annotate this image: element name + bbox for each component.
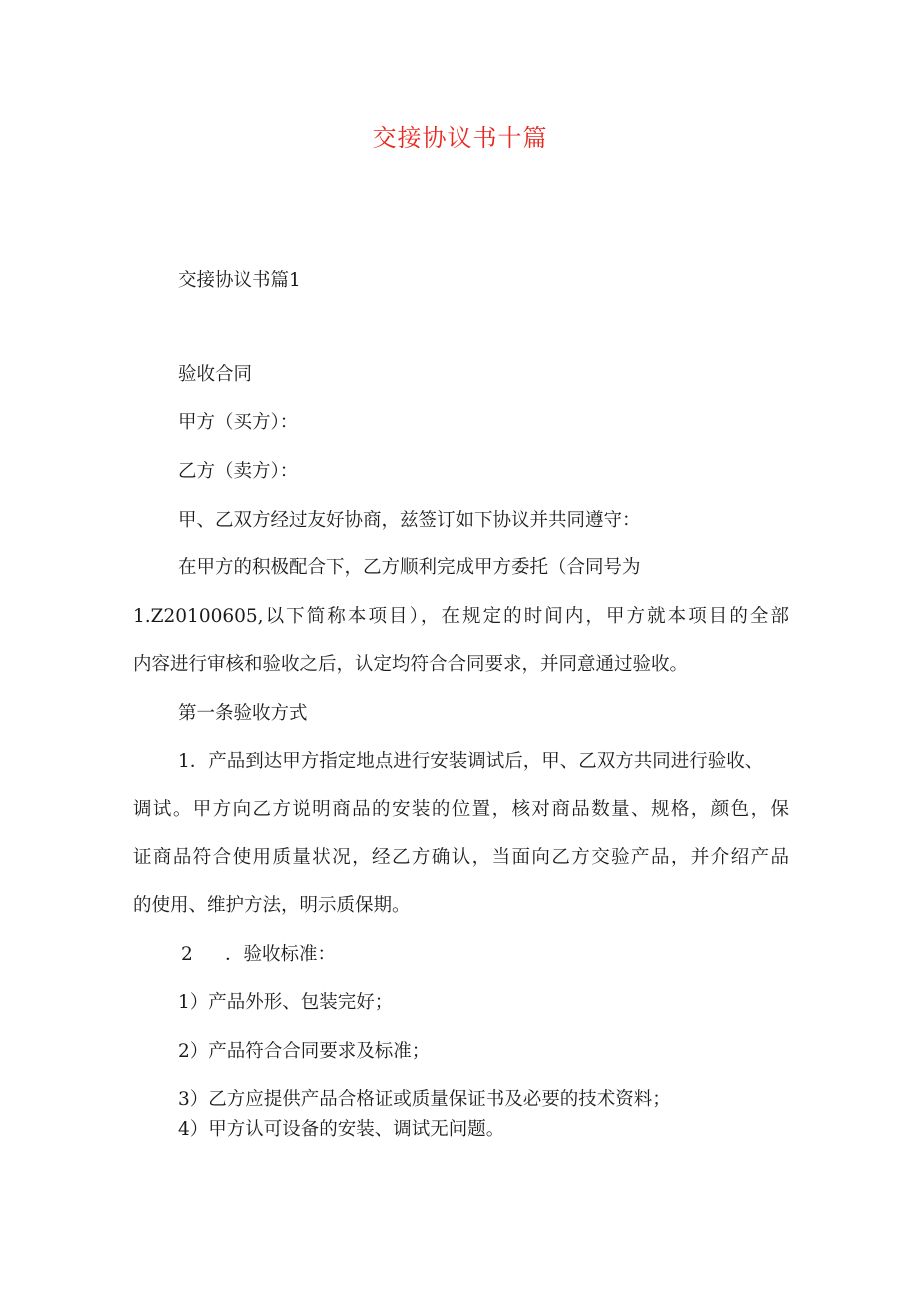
party-b-line: 乙方（卖方）： (178, 461, 299, 482)
criteria-item-4: 4）甲方认可设备的安装、调试无问题。 (178, 1119, 505, 1140)
article-1-heading: 第一条验收方式 (178, 703, 308, 724)
paragraph-1-line-2: 1.Z20100605,以下简称本项目），在规定的时间内，甲方就本项目的全部 (133, 606, 789, 627)
paragraph-1-line-1: 在甲方的积极配合下，乙方顺利完成甲方委托（合同号为 (178, 557, 641, 578)
item-1-line-3: 证商品符合使用质量状况，经乙方确认，当面向乙方交验产品，并介绍产品 (133, 847, 789, 868)
paragraph-1-line-3: 内容进行审核和验收之后，认定均符合合同要求，并同意通过验收。 (133, 654, 689, 675)
item-2-number: 2 (181, 944, 193, 965)
criteria-item-3: 3）乙方应提供产品合格证或质量保证书及必要的技术资料； (178, 1089, 671, 1110)
party-a-line: 甲方（买方）： (178, 412, 299, 433)
criteria-item-1: 1）产品外形、包装完好； (178, 992, 394, 1013)
item-1-line-1: 1．产品到达甲方指定地点进行安装调试后，甲、乙双方共同进行验收、 (178, 751, 764, 772)
page-title: 交接协议书十篇 (372, 124, 548, 152)
contract-title: 验收合同 (178, 364, 253, 385)
item-1-line-4: 的使用、维护方法，明示质保期。 (133, 895, 411, 916)
criteria-item-2: 2）产品符合合同要求及标准； (178, 1041, 431, 1062)
item-2-text: ．验收标准： (225, 944, 337, 965)
intro-paragraph: 甲、乙双方经过友好协商，兹签订如下协议并共同遵守： (178, 510, 641, 531)
section-heading: 交接协议书篇1 (178, 270, 301, 291)
item-1-line-2: 调试。甲方向乙方说明商品的安装的位置，核对商品数量、规格，颜色，保 (133, 799, 789, 820)
